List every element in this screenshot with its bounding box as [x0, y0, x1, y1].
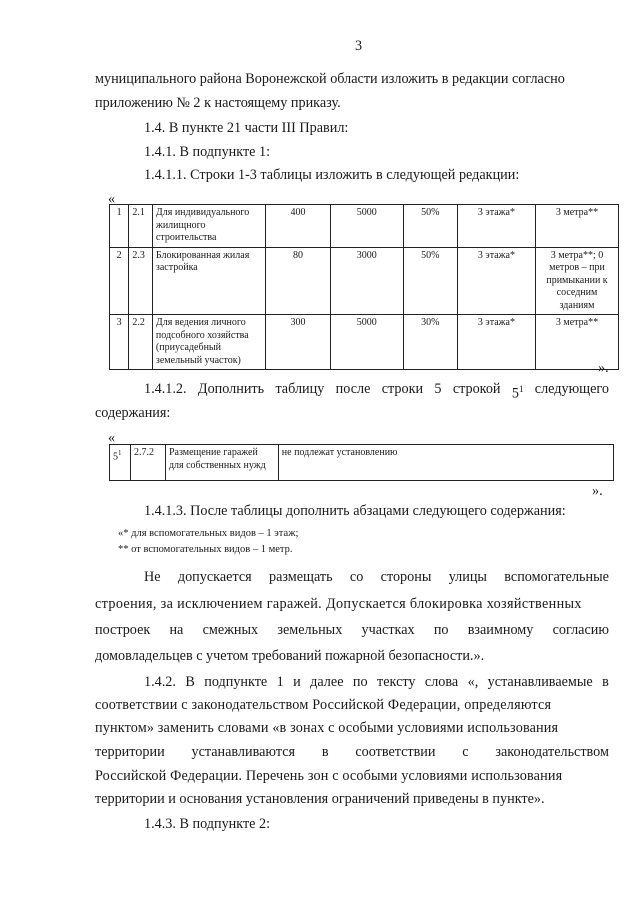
coverage-percent: 50%	[403, 205, 457, 248]
use-code: 2.2	[129, 315, 153, 370]
min-area: 400	[265, 205, 330, 248]
word: участках	[361, 622, 415, 638]
word: законодательством	[495, 744, 609, 760]
table-row	[110, 445, 614, 481]
row-number: 1	[110, 205, 129, 248]
word: земельных	[277, 622, 343, 638]
row-number-sup: 1	[118, 449, 122, 457]
paragraph-line: домовладельцев с учетом требований пожарной безопасности.».	[95, 648, 485, 664]
parameters-note: не подлежат установлению	[278, 445, 613, 481]
item-1-4: 1.4. В пункте 21 части III Правил:	[144, 120, 349, 136]
word: 5	[434, 381, 442, 397]
word: устанавливаемые	[487, 674, 593, 690]
item-1-4-1-2	[144, 378, 609, 405]
rules-table	[109, 204, 619, 370]
max-area: 5000	[330, 315, 403, 370]
word: в	[602, 674, 609, 690]
word: устанавливаются	[191, 744, 296, 760]
word: подпункте	[204, 674, 268, 690]
table-row	[110, 247, 619, 315]
word: допускается	[177, 569, 252, 585]
row-ref-base: 5	[511, 385, 519, 402]
word: смежных	[202, 622, 259, 638]
row-ref	[512, 378, 524, 405]
item-1-4-3: 1.4.3. В подпункте 2:	[144, 816, 271, 832]
min-setback: 3 метра**	[536, 205, 619, 248]
word: В	[185, 674, 195, 690]
close-quote: ».	[598, 360, 609, 376]
word: со	[349, 569, 364, 585]
footnote-1: «* для вспомогательных видов – 1 этаж;	[118, 528, 299, 539]
max-area: 3000	[330, 247, 403, 315]
word: строкой	[452, 381, 501, 397]
word: 1	[276, 674, 284, 690]
intro-line-1: муниципального района Воронежской области изложить в редакции согласно	[95, 71, 565, 87]
word: на	[169, 622, 184, 638]
paragraph-line	[95, 619, 609, 641]
row-ref-sup: 1	[518, 384, 524, 394]
max-floors: 3 этажа*	[457, 315, 535, 370]
paragraph-line	[144, 566, 609, 588]
item-1-4-1: 1.4.1. В подпункте 1:	[144, 144, 271, 160]
footnote-2: ** от вспомогательных видов – 1 метр.	[118, 544, 293, 555]
max-floors: 3 этажа*	[457, 205, 535, 248]
word: «,	[467, 674, 479, 690]
item-1-4-1-1: 1.4.1.1. Строки 1-3 таблицы изложить в следующей редакции:	[144, 167, 520, 183]
word: согласию	[552, 622, 609, 638]
word: тексту	[377, 674, 416, 690]
word: построек	[95, 622, 151, 638]
word: в	[321, 744, 329, 760]
word: взаимному	[467, 622, 534, 638]
max-floors: 3 этажа*	[457, 247, 535, 315]
item-1-4-2-line: территории и основания установления ограничений приведены в пункте».	[95, 791, 545, 807]
word: территории	[95, 744, 165, 760]
row-number	[110, 445, 131, 481]
open-quote: «	[108, 191, 116, 207]
row-number: 3	[110, 315, 129, 370]
coverage-percent: 30%	[403, 315, 457, 370]
use-name: Размещение гаражей для собственных нужд	[165, 445, 278, 481]
open-quote-2: «	[108, 430, 116, 446]
table-row	[110, 205, 619, 248]
item-1-4-2-line: пунктом» заменить словами «в зонах с особыми условиями использования	[95, 720, 559, 736]
use-code: 2.3	[129, 247, 153, 315]
intro-line-2: приложению № 2 к настоящему приказу.	[95, 95, 341, 111]
row-number: 2	[110, 247, 129, 315]
word: Дополнить	[197, 381, 265, 397]
use-name: Для ведения личного подсобного хозяйства (приусадебный земельный участок)	[152, 315, 265, 370]
item-1-4-1-3: 1.4.1.3. После таблицы дополнить абзацами следующего содержания:	[144, 503, 566, 519]
item-1-4-2-line: Российской Федерации. Перечень зон с особыми условиями использования	[95, 768, 563, 784]
max-area: 5000	[330, 205, 403, 248]
use-code: 2.7.2	[130, 445, 165, 481]
paragraph-line: строения, за исключением гаражей. Допускается блокировка хозяйственных	[95, 596, 582, 612]
word: 1.4.1.2.	[144, 381, 187, 397]
word: таблицу	[275, 381, 325, 397]
word: строки	[381, 381, 424, 397]
item-1-4-2	[144, 671, 609, 693]
word: следующего	[534, 381, 609, 397]
use-code: 2.1	[129, 205, 153, 248]
min-area: 80	[265, 247, 330, 315]
close-quote-2: ».	[592, 483, 603, 499]
word: улицы	[448, 569, 487, 585]
word: слова	[424, 674, 459, 690]
row-number-base: 5	[113, 451, 118, 463]
word: с	[462, 744, 469, 760]
word: и	[293, 674, 301, 690]
min-area: 300	[265, 315, 330, 370]
coverage-percent: 50%	[403, 247, 457, 315]
word: соответствии	[355, 744, 436, 760]
item-1-4-2-line	[95, 741, 609, 763]
min-setback: 3 метра**	[536, 315, 619, 370]
word: 1.4.2.	[144, 674, 176, 690]
use-name: Для индивидуального жилищного строительства	[152, 205, 265, 248]
word: по	[433, 622, 449, 638]
min-setback: 3 метра**; 0 метров – при примыкании к соседним зданиям	[536, 247, 619, 315]
word: вспомогательные	[504, 569, 609, 585]
word: размещать	[268, 569, 333, 585]
word: после	[335, 381, 371, 397]
use-name: Блокированная жилая застройка	[152, 247, 265, 315]
word: стороны	[380, 569, 432, 585]
item-1-4-2-line: соответствии с законодательством Российской Федерации, определяются	[95, 697, 552, 713]
page-number: 3	[355, 38, 363, 54]
word: по	[352, 674, 368, 690]
word: Не	[144, 569, 161, 585]
item-1-4-1-2-cont: содержания:	[95, 405, 171, 421]
word: далее	[310, 674, 344, 690]
garage-table	[109, 444, 614, 481]
table-row	[110, 315, 619, 370]
